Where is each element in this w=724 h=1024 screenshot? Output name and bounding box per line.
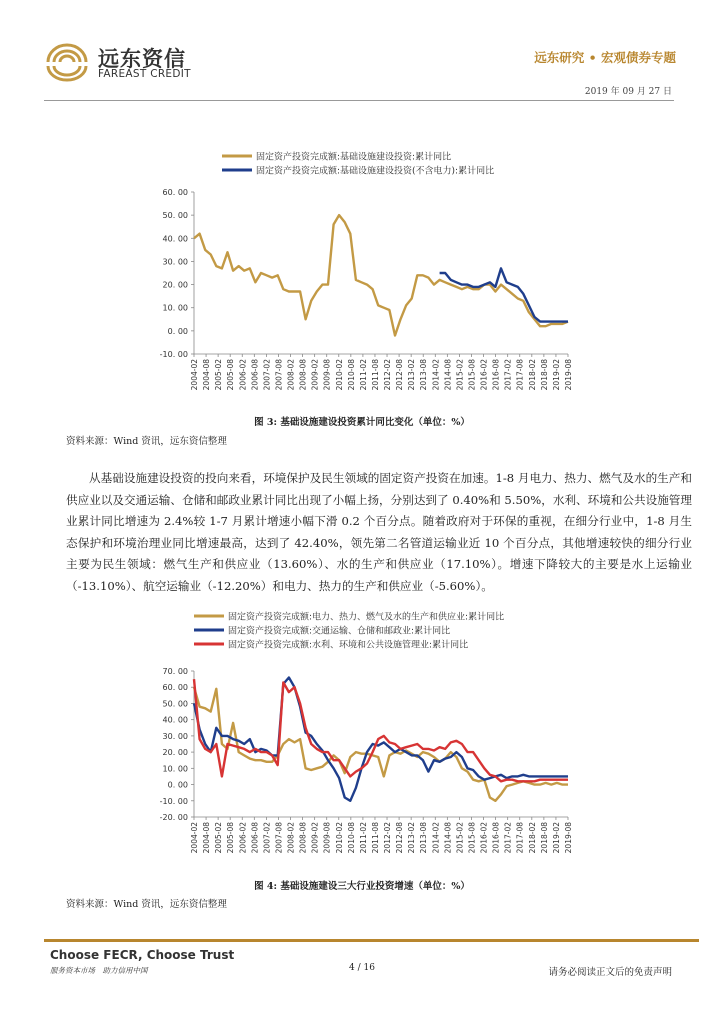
brand-name-en: FAREAST CREDIT [98,68,191,80]
y-tick-label: 0. 00 [167,780,188,790]
x-tick-label: 2009-02 [310,822,320,854]
x-tick-label: 2008-02 [286,822,296,854]
y-tick-label: 10. 00 [162,764,188,774]
x-tick-label: 2018-02 [527,359,537,391]
legend-label: 固定资产投资完成额:基础设施建设投资:累计同比 [256,152,452,163]
x-tick-label: 2016-02 [479,359,489,391]
x-tick-label: 2016-08 [491,359,501,391]
y-tick-label: 10. 00 [162,303,188,313]
footer-divider [44,939,699,942]
x-tick-label: 2009-08 [322,822,332,854]
report-date: 2019 年 09 月 27 日 [584,87,672,97]
x-tick-label: 2019-08 [564,822,573,854]
x-tick-label: 2017-02 [503,359,513,391]
legend-label: 固定资产投资完成额:电力、热力、燃气及水的生产和供应业:累计同比 [228,612,505,623]
x-tick-label: 2006-02 [238,822,248,854]
legend-label: 固定资产投资完成额:基础设施建设投资(不含电力):累计同比 [256,166,495,177]
x-tick-label: 2019-02 [551,359,561,391]
footer-subslogan: 服务资本市场 助力信用中国 [50,966,148,975]
x-tick-label: 2015-08 [467,359,477,391]
y-tick-label: 40. 00 [162,234,188,244]
x-tick-label: 2010-08 [346,359,356,391]
figure-4-axes [160,667,573,853]
x-tick-label: 2004-02 [190,359,199,391]
x-tick-label: 2007-08 [274,822,284,854]
brand-name: 远东资信 [98,47,186,71]
x-tick-label: 2017-02 [503,822,513,854]
x-tick-label: 2009-02 [310,359,320,391]
x-tick-label: 2008-02 [286,359,296,391]
y-tick-label: -20. 00 [159,813,188,822]
x-tick-label: 2014-08 [443,359,453,391]
figure-3-source: 资料来源：Wind 资讯，远东资信整理 [66,436,227,447]
page-number: 4 / 16 [349,963,375,973]
x-tick-label: 2013-02 [407,359,417,391]
figure-4-legend [194,611,504,651]
x-tick-label: 2010-02 [334,359,344,391]
y-tick-label: 20. 00 [162,280,188,290]
x-tick-label: 2015-08 [467,822,477,854]
x-tick-label: 2018-08 [539,359,549,391]
y-tick-label: 70. 00 [162,667,188,676]
figure-4-source: 资料来源：Wind 资讯，远东资信整理 [66,899,227,910]
x-tick-label: 2004-08 [202,359,212,391]
x-tick-label: 2007-02 [262,359,272,391]
x-tick-label: 2014-02 [431,359,441,391]
y-tick-label: 0. 00 [167,326,188,336]
x-tick-label: 2016-08 [491,822,501,854]
x-tick-label: 2010-08 [346,822,356,854]
y-tick-label: 30. 00 [162,257,188,267]
x-tick-label: 2013-08 [419,359,429,391]
y-tick-label: 20. 00 [162,748,188,758]
y-tick-label: 60. 00 [162,683,188,693]
x-tick-label: 2008-08 [298,359,308,391]
x-tick-label: 2006-02 [238,359,248,391]
x-tick-label: 2006-08 [250,359,260,391]
x-tick-label: 2012-02 [383,822,393,854]
x-tick-label: 2012-08 [395,359,405,391]
x-tick-label: 2016-02 [479,822,489,854]
y-tick-label: -10. 00 [159,350,188,359]
x-tick-label: 2009-08 [322,359,332,391]
series-line [194,678,568,801]
legend-label: 固定资产投资完成额:水利、环境和公共设施管理业:累计同比 [228,640,469,651]
footer-disclaimer: 请务必阅读正文后的免责声明 [548,967,672,978]
figure-4-caption: 图 4: 基础设施建设三大行业投资增速（单位：%） [254,881,470,892]
x-tick-label: 2018-08 [539,822,549,854]
body-paragraph: 从基础设施建设投资的投向来看，环境保护及民生领域的固定资产投资在加速。1-8 月电力、热力、燃气及水的生产和供应业以及交通运输、仓储和邮政业累计同比出现了小幅上扬，分别达到了 0.40%和 5.50%，水利、环境和公共设施管理业累计同比增速为 2.4%较 1-7 月累计增速小幅下滑 0.2 个百分点。随着政府对于环保的重视，在细分行业中，1-8 月生态保护和环境治理业同比增速最高，达到了 42.40%，领先第二名管道运输业近 10 个百分点，其他增速较快的细分行业主要为民生领域：燃气生产和供应业（13.60%）、水的生产和供应业（17.10%）。增速下降较大的主要是水上运输业（-13.10%）、航空运输业（-12.20%）和电力、热力的生产和供应业（-5.60%）。 [66,471,692,593]
y-tick-label: 40. 00 [162,715,188,725]
y-tick-label: 50. 00 [162,211,188,221]
x-tick-label: 2011-02 [358,359,368,391]
y-tick-label: 60. 00 [162,188,188,197]
x-tick-label: 2011-08 [370,359,380,391]
legend-label: 固定资产投资完成额:交通运输、仓储和邮政业:累计同比 [228,626,451,637]
x-tick-label: 2007-02 [262,822,272,854]
x-tick-label: 2019-02 [551,822,561,854]
x-tick-label: 2015-02 [455,822,465,854]
x-tick-label: 2019-08 [564,359,573,391]
y-tick-label: 30. 00 [162,731,188,741]
x-tick-label: 2017-08 [515,822,525,854]
y-tick-label: 50. 00 [162,699,188,709]
x-tick-label: 2013-02 [407,822,417,854]
x-tick-label: 2013-08 [419,822,429,854]
x-tick-label: 2012-02 [383,359,393,391]
x-tick-label: 2008-08 [298,822,308,854]
x-tick-label: 2004-08 [202,822,212,854]
x-tick-label: 2011-08 [370,822,380,854]
x-tick-label: 2018-02 [527,822,537,854]
figure-4-series [194,678,568,801]
x-tick-label: 2015-02 [455,359,465,391]
x-tick-label: 2010-02 [334,822,344,854]
x-tick-label: 2007-08 [274,359,284,391]
figure-3-caption: 图 3: 基础设施建设投资累计同比变化（单位：%） [254,417,470,428]
x-tick-label: 2017-08 [515,359,525,391]
x-tick-label: 2005-02 [214,359,224,391]
x-tick-label: 2005-08 [226,822,236,854]
x-tick-label: 2011-02 [358,822,368,854]
x-tick-label: 2012-08 [395,822,405,854]
x-tick-label: 2005-02 [214,822,224,854]
x-tick-label: 2004-02 [190,822,199,854]
x-tick-label: 2014-08 [443,822,453,854]
x-tick-label: 2006-08 [250,822,260,854]
x-tick-label: 2005-08 [226,359,236,391]
y-tick-label: -10. 00 [159,796,188,806]
report-section-title: 远东研究 • 宏观债券专题 [534,50,676,65]
x-tick-label: 2014-02 [431,822,441,854]
footer-slogan: Choose FECR, Choose Trust [50,948,235,962]
